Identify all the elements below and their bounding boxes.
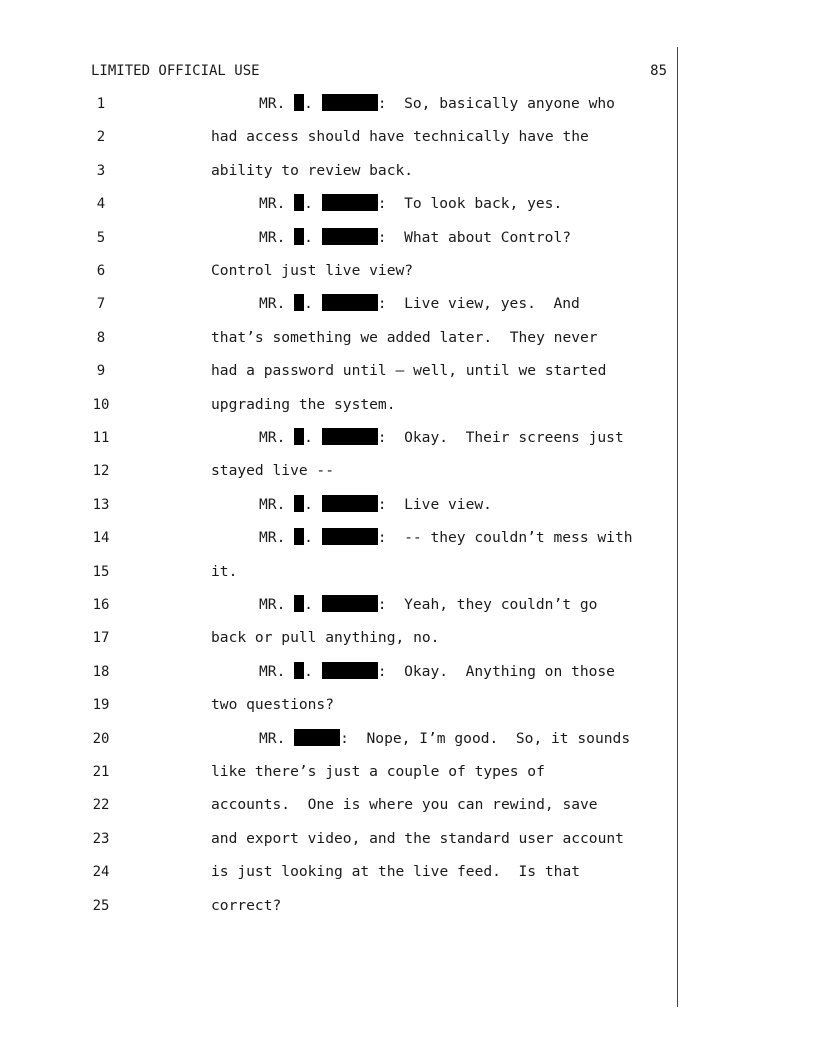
- line-text: [211, 894, 281, 918]
- speaker-title: MR.: [259, 228, 286, 246]
- line-text: [211, 626, 439, 650]
- line-text: MR. . : What about Control?: [259, 228, 572, 246]
- transcript-line: [0, 393, 816, 417]
- spoken-text: that’s something we added later. They never: [211, 328, 598, 346]
- transcript-line: [0, 593, 816, 617]
- transcript-line: [0, 693, 816, 717]
- line-number: 18: [92, 663, 110, 680]
- classification-marking: LIMITED OFFICIAL USE: [91, 63, 260, 79]
- line-text: MR. . : Live view, yes. And: [259, 295, 580, 313]
- line-text: [211, 560, 237, 584]
- transcript-line: [0, 660, 816, 684]
- spoken-text: Live view, yes. And: [404, 295, 580, 313]
- line-text: [211, 326, 598, 350]
- line-text: [211, 827, 624, 851]
- spoken-text: To look back, yes.: [404, 195, 563, 213]
- line-text: [211, 793, 598, 817]
- spoken-text: So, basically anyone who: [404, 95, 615, 112]
- transcript-line: [0, 793, 816, 817]
- line-text: [211, 393, 396, 417]
- redaction-surname: [322, 194, 378, 211]
- spoken-text: had access should have technically have the: [211, 128, 589, 146]
- spoken-text: had a password until – well, until we started: [211, 362, 607, 380]
- redaction-surname: [322, 662, 378, 679]
- line-number: 4: [96, 196, 106, 213]
- spoken-text: Control just live view?: [211, 262, 414, 279]
- line-number: 14: [92, 530, 110, 547]
- transcript-line: [0, 860, 816, 884]
- transcript-line: [0, 760, 816, 784]
- transcript-line: [0, 359, 816, 383]
- line-number: 11: [92, 430, 110, 446]
- line-number: 7: [96, 296, 106, 313]
- line-number: 22: [92, 797, 110, 814]
- page-header: [91, 62, 667, 80]
- spoken-text: Okay. Their screens just: [404, 429, 624, 446]
- redaction-surname: [322, 94, 378, 111]
- speaker-title: MR.: [259, 529, 286, 547]
- spoken-text: Okay. Anything on those: [404, 662, 615, 680]
- spoken-text: What about Control?: [404, 228, 572, 246]
- line-number: 15: [92, 563, 110, 580]
- line-number: 13: [92, 496, 110, 513]
- spoken-text: and export video, and the standard user account: [211, 829, 624, 847]
- transcript-line: [0, 226, 816, 250]
- redaction-surname: [322, 228, 378, 245]
- spoken-text: like there’s just a couple of types of: [211, 763, 545, 780]
- spoken-text: accounts. One is where you can rewind, save: [211, 796, 598, 814]
- line-number: 2: [96, 129, 106, 146]
- transcript-line: [0, 259, 816, 283]
- transcript-line: [0, 894, 816, 918]
- line-text: MR. . : Okay. Anything on those: [259, 662, 615, 680]
- line-number: 17: [92, 630, 110, 647]
- spoken-text: ability to review back.: [211, 161, 414, 179]
- redaction-initial: [294, 94, 304, 111]
- redaction-surname: [322, 294, 378, 311]
- line-text: MR. . : So, basically anyone who: [259, 95, 615, 112]
- line-number: 25: [92, 897, 110, 914]
- redaction-initial: [294, 662, 304, 679]
- line-number: 9: [96, 363, 106, 380]
- transcript-line: [0, 727, 816, 751]
- redaction-initial: [294, 428, 304, 445]
- transcript-line: [0, 827, 816, 851]
- line-number: 12: [92, 463, 110, 480]
- spoken-text: correct?: [211, 896, 282, 914]
- transcript-line: [0, 92, 816, 116]
- line-text: [211, 359, 606, 383]
- redaction-surname: [294, 729, 340, 746]
- redaction-initial: [294, 194, 304, 211]
- speaker-title: MR.: [259, 195, 286, 213]
- spoken-text: Live view.: [404, 495, 492, 513]
- redaction-initial: [294, 294, 304, 311]
- transcript-line: [0, 493, 816, 517]
- line-number: 8: [96, 329, 106, 346]
- transcript-line: [0, 125, 816, 149]
- transcript-line: [0, 426, 816, 450]
- redaction-surname: [322, 595, 378, 612]
- spoken-text: stayed live --: [211, 462, 335, 480]
- spoken-text: Nope, I’m good. So, it sounds: [366, 729, 631, 747]
- spoken-text: -- they couldn’t mess with: [404, 529, 633, 547]
- speaker-title: MR.: [259, 729, 286, 747]
- redaction-initial: [294, 528, 304, 545]
- page-number: 85: [650, 63, 667, 79]
- line-number: 19: [92, 697, 110, 714]
- line-text: MR. . : Yeah, they couldn’t go: [259, 596, 598, 613]
- speaker-title: MR.: [259, 295, 286, 313]
- speaker-title: MR.: [259, 95, 286, 112]
- transcript-line: [0, 626, 816, 650]
- redaction-surname: [322, 428, 378, 445]
- line-text: MR. . : Live view.: [259, 495, 492, 513]
- line-text: [211, 459, 334, 483]
- transcript-line: [0, 326, 816, 350]
- line-number: 24: [92, 864, 110, 881]
- line-number: 3: [96, 162, 106, 179]
- speaker-title: MR.: [259, 495, 286, 513]
- line-text: [211, 125, 589, 149]
- line-number: 16: [92, 597, 110, 613]
- line-text: MR. . : To look back, yes.: [259, 195, 563, 213]
- spoken-text: Yeah, they couldn’t go: [404, 596, 598, 613]
- line-number: 20: [92, 730, 110, 747]
- line-text: [211, 259, 413, 283]
- speaker-title: MR.: [259, 429, 286, 446]
- redaction-initial: [294, 495, 304, 512]
- redaction-surname: [322, 495, 378, 512]
- spoken-text: is just looking at the live feed. Is that: [211, 863, 581, 881]
- line-text: [211, 159, 413, 183]
- line-number: 1: [96, 96, 106, 112]
- line-number: 6: [96, 263, 106, 279]
- transcript-line: [0, 526, 816, 550]
- transcript-line: [0, 292, 816, 316]
- line-text: [211, 760, 545, 784]
- speaker-title: MR.: [259, 662, 286, 680]
- spoken-text: upgrading the system.: [211, 395, 396, 413]
- line-number: 21: [92, 764, 110, 780]
- line-number: 23: [92, 830, 110, 847]
- spoken-text: two questions?: [211, 696, 335, 714]
- transcript-line: [0, 560, 816, 584]
- redaction-initial: [294, 228, 304, 245]
- line-text: MR. . : Okay. Their screens just: [259, 429, 624, 446]
- transcript-line: [0, 159, 816, 183]
- spoken-text: back or pull anything, no.: [211, 629, 440, 647]
- redaction-surname: [322, 528, 378, 545]
- line-text: MR. . : -- they couldn’t mess with: [259, 529, 633, 547]
- line-number: 5: [96, 229, 106, 246]
- line-text: [211, 693, 334, 717]
- line-text: [211, 860, 580, 884]
- transcript-line: [0, 192, 816, 216]
- redaction-initial: [294, 595, 304, 612]
- transcript-line: [0, 459, 816, 483]
- line-number: 10: [92, 396, 110, 413]
- spoken-text: it.: [211, 562, 238, 580]
- speaker-title: MR.: [259, 596, 286, 613]
- line-text: MR. : Nope, I’m good. So, it sounds: [259, 729, 631, 747]
